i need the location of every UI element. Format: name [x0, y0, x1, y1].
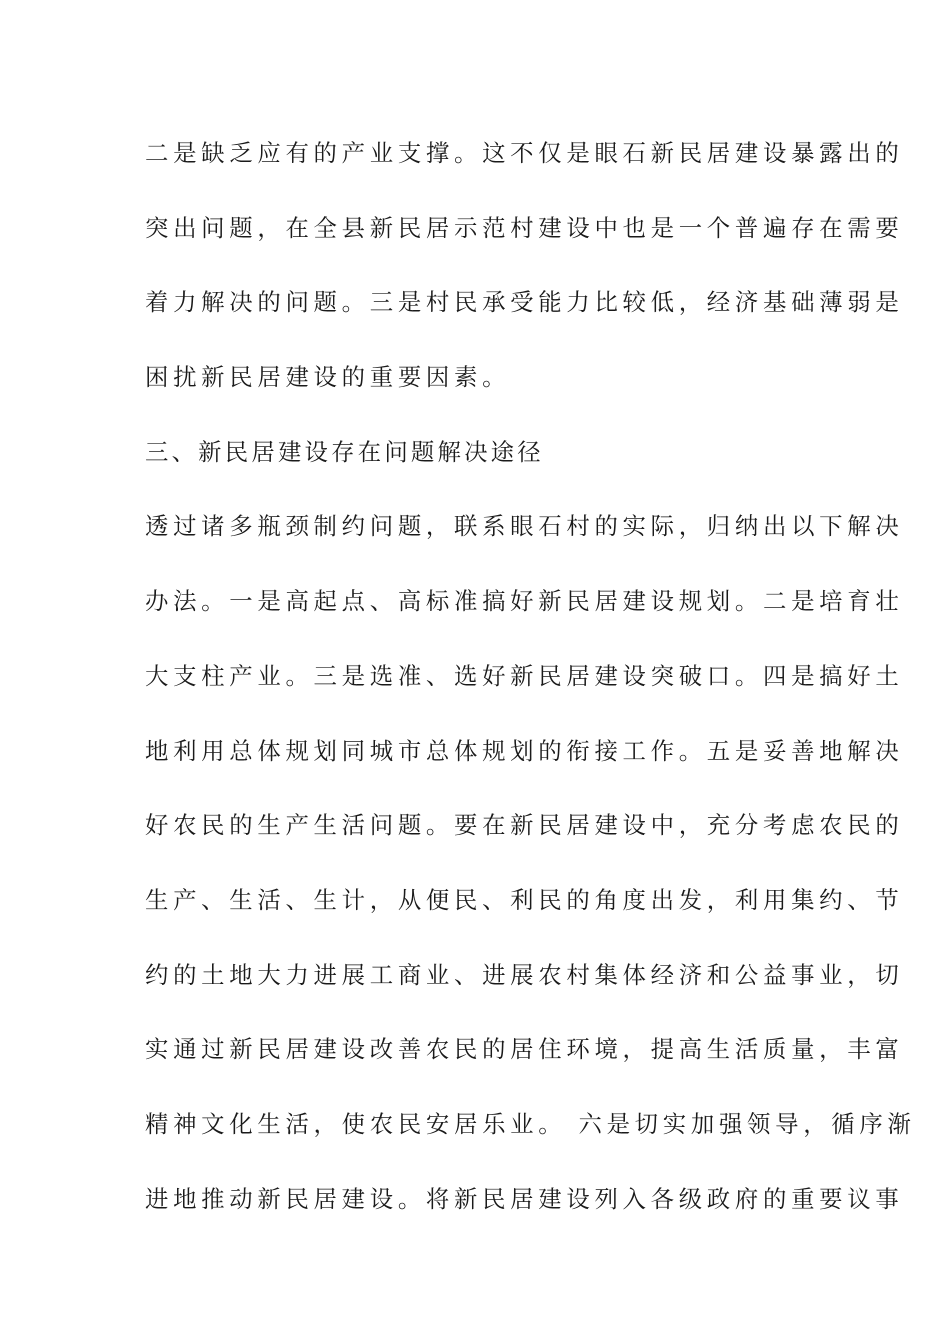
text-line: 好农民的生产生活问题。要在新民居建设中，充分考虑农民的 [145, 811, 904, 840]
text-line: 实通过新民居建设改善农民的居住环境，提高生活质量，丰富 [145, 1035, 904, 1064]
text-line: 大支柱产业。三是选准、选好新民居建设突破口。四是搞好土 [145, 661, 904, 690]
text-line: 精神文化生活，使农民安居乐业。 六是切实加强领导，循序渐 [145, 1109, 916, 1138]
section-heading: 三、新民居建设存在问题解决途径 [145, 437, 544, 466]
text-line: 着力解决的问题。三是村民承受能力比较低，经济基础薄弱是 [145, 288, 904, 317]
text-line: 办法。一是高起点、高标准搞好新民居建设规划。二是培育壮 [145, 587, 904, 616]
text-line: 约的土地大力进展工商业、进展农村集体经济和公益事业，切 [145, 960, 904, 989]
text-line: 进地推动新民居建设。将新民居建设列入各级政府的重要议事 [145, 1184, 904, 1213]
body-text [145, 128, 916, 1248]
text-line: 地利用总体规划同城市总体规划的衔接工作。五是妥善地解决 [145, 736, 904, 765]
text-line: 二是缺乏应有的产业支撑。这不仅是眼石新民居建设暴露出的 [145, 139, 904, 167]
text-line: 生产、生活、生计，从便民、利民的角度出发，利用集约、节 [145, 885, 904, 914]
text-line: 突出问题，在全县新民居示范村建设中也是一个普遍存在需要 [145, 213, 904, 242]
text-line: 透过诸多瓶颈制约问题，联系眼石村的实际，归纳出以下解决 [145, 512, 904, 541]
text-line: 困扰新民居建设的重要因素。 [145, 363, 511, 392]
